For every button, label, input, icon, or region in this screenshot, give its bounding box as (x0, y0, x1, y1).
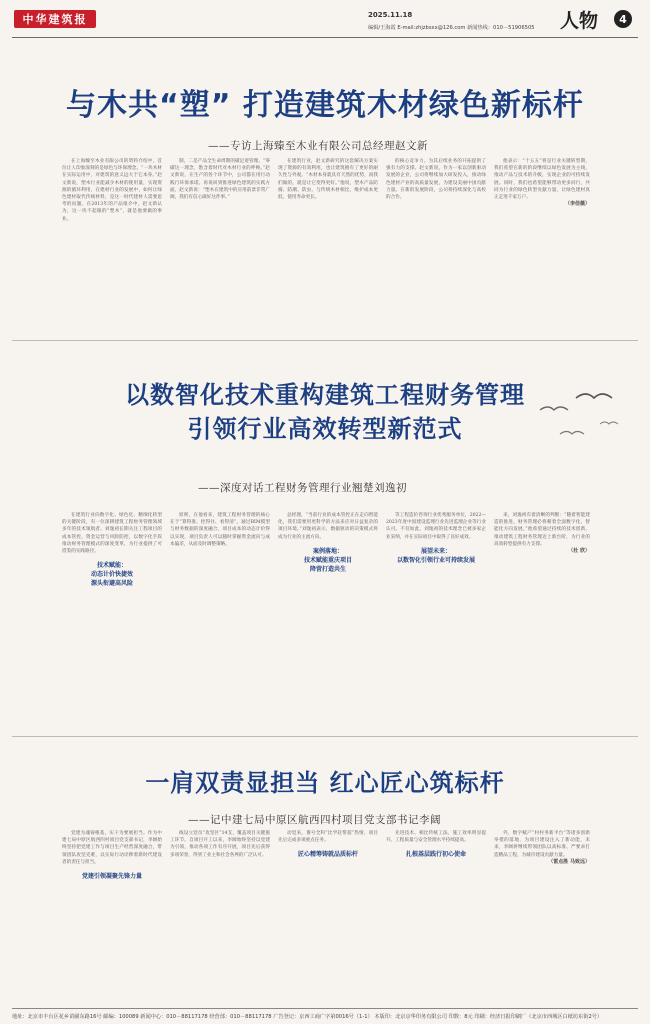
logo-text: 中华建筑报 (22, 13, 88, 26)
page-number-badge: 4 (614, 10, 632, 28)
article2-col5-text: 来，刘逸初有着清晰的判断：“随着智能建造的推进，财务管理必将朝着全面数字化、智能化方向发展。”他希望通过持续的技术创新，推动建筑工程财务管理迈上新台阶，为行业的高效转型提供有力支撑。 (494, 513, 590, 547)
article2-col2 (170, 512, 270, 728)
article2-headline-line2: 引领行业高效转型新范式 (187, 415, 463, 443)
article1-col2 (170, 158, 270, 330)
article2-col4 (386, 512, 486, 728)
birds-decoration-icon (530, 390, 630, 460)
article1-col2-text: 制，二是产品全生命周期的碳足迹管理。“零碳这一理念，饱含着时代对木材行业的呼唤。”赵文新说，在生产的各个环节中，公司都在用行动践行环保承诺。再说回到推进绿色建筑的实践方面，赵文新说：“塑木在建筑中的应用前景非常广阔，我们有信心做好这件事。” (170, 159, 270, 201)
article3-col1 (62, 830, 162, 1002)
article3-col2-text: 线设立党员“攻坚区”14支，覆盖项目关键施工环节。自项目开工以来，李阔始终坚持以党建为引领，推动各项工作有序开展，项目先后获得多项荣誉，得到了业主和社会各界的广泛认可。 (170, 831, 270, 858)
article3-col4 (386, 830, 486, 1002)
article1-subtitle (208, 138, 428, 153)
article1-col1-text: 在上海臻至木业有限公司的资料介绍中，首位让人印象深刻的是绿色与环保理念。“一块木材在实际运用中，对建筑的意义远大于它本身。”赵文新说，塑木行业能减少木材的使用量，实现资源的循环利用，在建材行业的发展中，如何让绿色建材取代传统材料，是这一时代建材人需要思考的问题。在2013年的产品推介中，赵文新认为，这一块不起眼的“塑木”，就是他要做的事业。 (62, 159, 162, 222)
article2-col4-heading-1: 展望未来： (420, 547, 451, 555)
article2-col4-heading-2: 以数智化引领行业可持续发展 (396, 556, 475, 564)
article2-col1-heading-1: 技术赋能： (96, 562, 127, 570)
section-divider-1 (12, 340, 638, 341)
article2-col2-text: 原则，在他看来，建筑工程财务管理的核心在于“算得准、控得住、看得清”。通过BIM模型与财务数据的深度融合，项目成本的动态计价得以实现，项目负责人可以随时掌握资金流向与成本偏差，从而及时调整策略。 (170, 513, 270, 547)
article2-col1-heading-3: 源头衔避高风险 (90, 580, 133, 588)
article2-col1-heading-2: 动态计价快捷效 (90, 571, 133, 579)
article1-headline: 与木共“塑” 打造建筑木材绿色新标杆 (66, 88, 584, 123)
article1-credit: （李佳薇） (564, 201, 590, 208)
article1-body (62, 158, 590, 330)
article2-col5 (494, 512, 590, 728)
article3-col1-heading: 党建引领凝聚先锋力量 (81, 873, 142, 881)
article3-col3-text: 动觉来，番号全科“比学赶帮超”热情，项目先后完成多项重点任务。 (278, 831, 378, 844)
article2-headline-line1: 以数智化技术重构建筑工程财务管理 (125, 381, 525, 409)
section-title: 人物 (560, 10, 599, 32)
article3-body (62, 830, 590, 1002)
article2-subtitle (198, 480, 407, 495)
article2-col3 (278, 512, 378, 728)
article3-col1-text: 党建为魂铸根基，实干为要展担当。作为中建七局中原区航西四村项目党支部书记，李阔始终坚持把党建工作与项目生产经营深度融合，带领团队攻坚克难，以实际行动诠释着新时代建设者的责任与担当。 (62, 831, 162, 865)
article2-col3-heading-1: 案例落地： (312, 547, 343, 555)
page-footer: 地址：北京市丰台区花乡苗圃东路16号 邮编：100089 新闻中心：010－88117178 经营部：010－88117178 广告登记：京西工商广字第0016号（1-1） 本版印：北京京华印务有限公司 印数：8元 印刷：经济日报印刷厂（北京市西城区白纸坊东街2号） (12, 1008, 638, 1020)
article3-col5-text: 外，数字赋产“村村务新平台”等诸多创新举措的落地，为项目建设注入了新动能，未来，李阔将继续带领团队以高标准、严要求打造精品工程，为城市建设贡献力量。 (494, 831, 590, 858)
article2-col1 (62, 512, 162, 728)
article3-credit: （雷点胜 马致远） (548, 858, 590, 865)
article2-col3-heading-2: 技术赋能重庆项目 (303, 556, 352, 564)
article3-col3-heading: 匠心精筹铸就品质标杆 (297, 851, 358, 859)
issue-date: 2025.11.18 (368, 11, 413, 19)
article1-col3 (278, 158, 378, 330)
newspaper-logo (14, 10, 96, 28)
article2-col1-text: 在建筑行业向数字化、绿色化、精细化转型的关键阶段，有一位深耕建筑工程财务管理领域多年的技术领航者。刘逸初长期关注工程项目的成本管控、资金运营与风险防控，以数字化手段推动财务管理模式的深度变革，为行业提供了可借鉴的实践路径。 (62, 513, 162, 555)
article1-col5-text: 他表示：“十五五”将是行业关键转型期，我们希望在新的阶段继续以绿色发展为主线，推动产品与技术的升级，实现企业的可持续发展。同时，我们也希望能够带动更多同行，共同为行业的绿色转型贡献力量，让绿色建材真正走进千家万户。 (494, 159, 590, 201)
editor-line: 编辑/王海霞 E-mail:zhjzbsxx@126.com 新闻热线：010－51906505 (368, 25, 535, 31)
header-divider (12, 37, 638, 38)
section-divider-2 (12, 736, 638, 737)
article2-subtitle-text: ——深度对话工程财务管理行业翘楚刘逸初 (198, 482, 407, 494)
article3-col2 (170, 830, 270, 1002)
article1-col3-text: 在建筑行业，赵文新研究的这套解决方案实现了资源的有效利用，也让建筑拥有了更好的耐久性与外观。“木材本身就具有天然的优势，而我们做的，就是让它变得更好。”他说，塑木产品防腐、防潮、防虫，与传统木材相比，维护成本更低，使用寿命更长。 (278, 159, 378, 201)
article1-col4-text: 的核心竞争力。为其后续业务的开拓提供了强有力的支撑。赵文新说，作为一家以创新驱动发展的企业，公司将继续加大研发投入，推动绿色建材产业的高质量发展，为建设美丽中国贡献力量。在新的发展阶段，公司将持续深化与高校的合作。 (386, 159, 486, 201)
article2-credit: （杜 欣） (568, 548, 590, 555)
article3-col4-text: 先进技术、相比传统工法，施工效率明显提升。工程质量与安全管理水平持续提高。 (386, 831, 486, 844)
article2-col3-heading-3: 降营打造共生 (309, 565, 346, 573)
article1-col1 (62, 158, 162, 330)
article1-col4 (386, 158, 486, 330)
article3-subtitle-text: ——记中建七局中原区航西四村项目党支部书记李阔 (188, 814, 441, 826)
article3-subtitle (188, 812, 441, 827)
article3-col3 (278, 830, 378, 1002)
article2-col3-text: 总经理，“当前行业的成本管控正在走向智能化，我们需要用更科学的方法来应对日益复杂的项目环境。”刘逸初表示，数据驱动的决策模式将成为行业的主流方向。 (278, 513, 378, 540)
article1-subtitle-text: ——专访上海臻至木业有限公司总经理赵文新 (208, 140, 428, 152)
article3-col4-heading: 扎根基层践行初心使命 (405, 851, 466, 859)
article2-col4-text: 等工程造价咨询行业优秀服务单位，2022—2023年度中国建设监理行业先进监理企业等行业认可。不仅如此，刘逸初的技术理念已被多家企业采纳，并在实际项目中取得了良好成效。 (386, 513, 486, 540)
article2-body (62, 512, 590, 728)
article1-col5 (494, 158, 590, 330)
article3-headline: 一肩双责显担当 红心匠心筑标杆 (145, 769, 505, 797)
article3-col5 (494, 830, 590, 1002)
